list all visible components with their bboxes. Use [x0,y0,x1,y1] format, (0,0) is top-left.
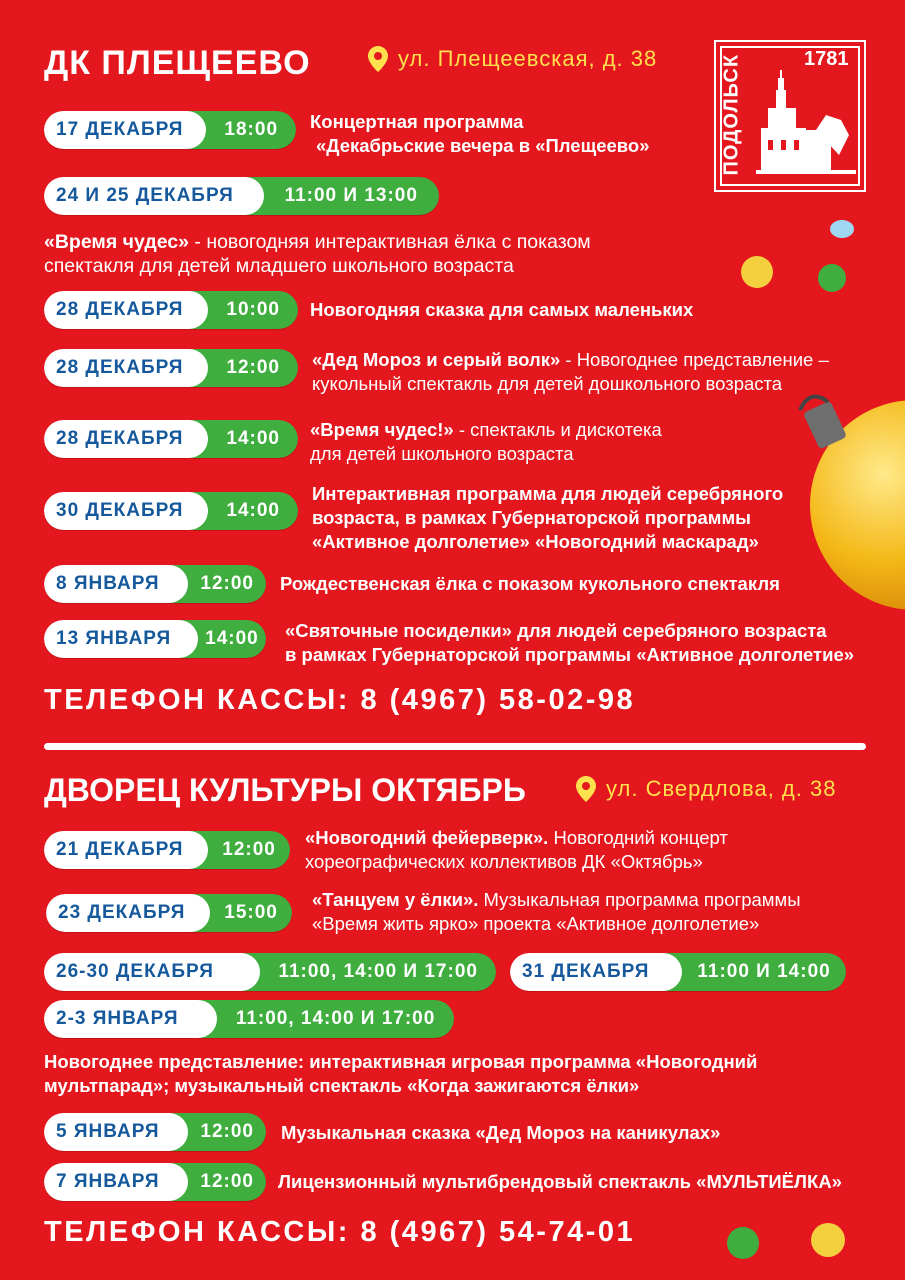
event-date-pill [44,420,298,458]
logo-year: 1781 [804,48,849,70]
date-label: 30 ДЕКАБРЯ [44,492,208,530]
event-date-pill [44,953,496,991]
event-description: «Дед Мороз и серый волк» - Новогоднее представление – кукольный спектакль для детей дошкольного возраста [312,349,829,394]
event-description: Рождественская ёлка с показом кукольного спектакля [280,573,780,594]
section1-address [368,46,657,72]
logo-text: ПОДОЛЬСК [720,53,743,176]
time-label: 12:00 [168,1113,266,1151]
event-date-pill [44,291,298,329]
event-date-pill [44,1163,266,1201]
event-date-pill [44,620,266,658]
date-label: 8 ЯНВАРЯ [44,565,188,603]
address-text: ул. Свердлова, д. 38 [606,776,837,801]
confetti-dot [818,264,846,292]
date-label: 5 ЯНВАРЯ [44,1113,188,1151]
box-office-phone: ТЕЛЕФОН КАССЫ: 8 (4967) 54-74-01 [44,1216,636,1248]
time-label: 14:00 [188,492,298,530]
time-label: 11:00, 14:00 И 17:00 [197,1000,454,1038]
event-description: Концертная программа «Декабрьские вечера в «Плещеево» [310,111,650,156]
box-office-phone: ТЕЛЕФОН КАССЫ: 8 (4967) 58-02-98 [44,684,636,716]
event-date-pill [44,349,298,387]
date-label: 28 ДЕКАБРЯ [44,349,208,387]
podolsk-emblem [714,40,866,192]
time-label: 14:00 [178,620,266,658]
event-date-pill [510,953,846,991]
event-description: «Новогодний фейерверк». Новогодний концерт хореографических коллективов ДК «Октябрь» [305,827,728,872]
section2-title: ДВОРЕЦ КУЛЬТУРЫ ОКТЯБРЬ [44,772,526,808]
church-icon [756,60,856,180]
time-label: 12:00 [168,565,266,603]
date-label: 28 ДЕКАБРЯ [44,291,208,329]
event-description: Музыкальная сказка «Дед Мороз на каникулах» [281,1122,721,1143]
event-description: «Святочные посиделки» для людей серебряного возраста в рамках Губернаторской программы «Активное долголетие» [285,620,855,665]
section-divider [44,743,866,750]
confetti-dot [741,256,773,288]
date-label: 7 ЯНВАРЯ [44,1163,188,1201]
date-label: 28 ДЕКАБРЯ [44,420,208,458]
time-label: 11:00 И 14:00 [662,953,846,991]
time-label: 11:00 И 13:00 [244,177,440,215]
time-label: 12:00 [188,831,290,869]
confetti-dot [727,1227,759,1259]
map-pin-icon [368,46,388,72]
event-description: «Танцуем у ёлки». Музыкальная программа программы «Время жить ярко» проекта «Активное долголетие» [312,889,801,934]
time-label: 12:00 [188,349,298,387]
event-description: Лицензионный мультибрендовый спектакль «МУЛЬТИЁЛКА» [278,1171,842,1192]
date-label: 24 И 25 ДЕКАБРЯ [44,177,264,215]
event-date-pill [44,177,439,215]
event-date-pill [44,565,266,603]
date-label: 13 ЯНВАРЯ [44,620,198,658]
event-date-pill [44,1113,266,1151]
event-date-pill [44,831,290,869]
event-description: Интерактивная программа для людей серебряного возраста, в рамках Губернаторской программы «Активное долголетие» «Новогодний маскарад» [312,483,784,552]
event-date-pill [44,111,296,149]
date-label: 31 ДЕКАБРЯ [510,953,682,991]
event-date-pill [44,492,298,530]
time-label: 14:00 [188,420,298,458]
time-label: 15:00 [190,894,292,932]
date-label: 2-3 ЯНВАРЯ [44,1000,217,1038]
date-label: 23 ДЕКАБРЯ [46,894,210,932]
event-date-pill [46,894,292,932]
confetti-dot [830,220,854,238]
time-label: 11:00, 14:00 И 17:00 [240,953,496,991]
time-label: 12:00 [168,1163,266,1201]
section1-title: ДК ПЛЕЩЕЕВО [44,44,311,82]
section2-address [576,776,836,802]
event-description: «Время чудес» - новогодняя интерактивная ёлка с показом спектакля для детей младшего школьного возраста [44,231,591,277]
time-label: 18:00 [186,111,296,149]
map-pin-icon [576,776,596,802]
confetti-dot [811,1223,845,1257]
time-label: 10:00 [188,291,298,329]
date-label: 17 ДЕКАБРЯ [44,111,206,149]
event-date-pill [44,1000,454,1038]
shared-description: Новогоднее представление: интерактивная игровая программа «Новогодний мультпарад»; музыкальный спектакль «Когда зажигаются ёлки» [44,1051,758,1096]
date-label: 21 ДЕКАБРЯ [44,831,208,869]
date-label: 26-30 ДЕКАБРЯ [44,953,260,991]
address-text: ул. Плещеевская, д. 38 [398,46,658,71]
ornament-ball-icon [800,397,905,610]
event-description: «Время чудес!» - спектакль и дискотека для детей школьного возраста [310,419,662,464]
event-description: Новогодняя сказка для самых маленьких [310,299,694,320]
